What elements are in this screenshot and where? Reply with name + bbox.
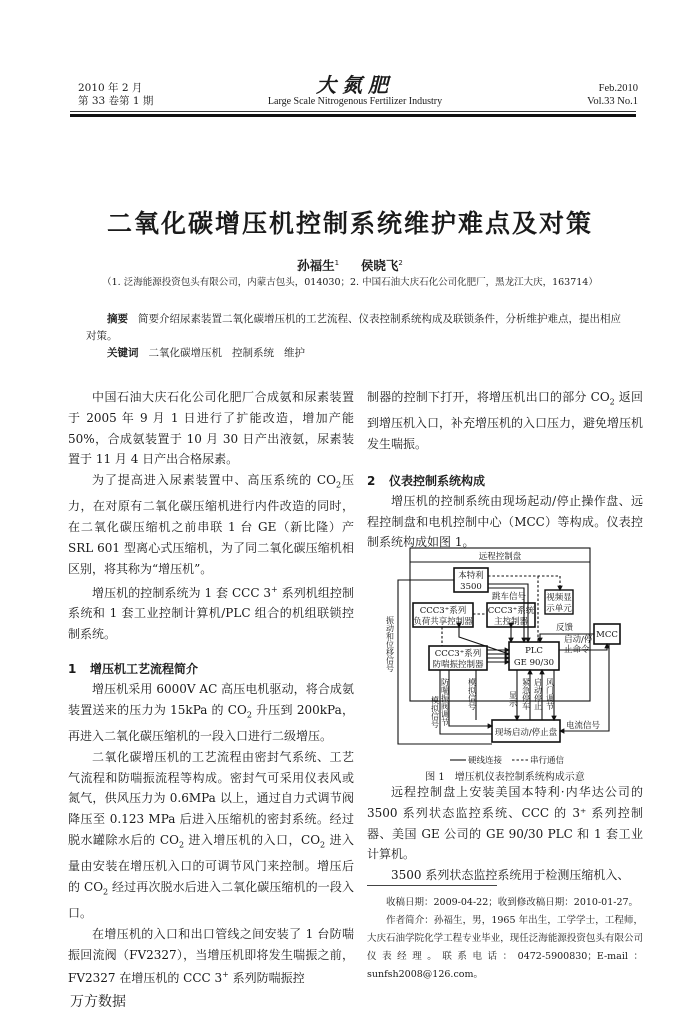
keyword: 控制系统 <box>232 347 275 359</box>
main-controller-label-2: 主控制器 <box>493 617 529 627</box>
right-column-top <box>367 387 643 553</box>
paragraph: 增压机的控制系统由现场起动/停止操作盘、远程控制盘和电机控制中心（MCC）等构成。仪表控制系统构成如图 1。 <box>367 493 643 550</box>
start-stop-label: 启动停止 <box>533 678 543 710</box>
section-heading-1: 1 增压机工艺流程简介 <box>68 661 199 676</box>
video-label-1: 视频显 <box>546 593 572 603</box>
analog-signal-label-1: 模拟信号 <box>430 696 440 728</box>
issue-info-en <box>587 82 638 108</box>
paragraph: 制器的控制下打开，将增压机出口的部分 $CO_2$ 返回到增压机入口，补充增压机的入口压力，避免增压机发生喘振。 <box>367 390 644 451</box>
issue-volume-en: Vol.33 No.1 <box>587 96 638 107</box>
vibration-signal-label: 振动和位移信号 <box>385 616 395 672</box>
legend-solid-label: 硬线连接 <box>468 756 503 766</box>
footnote-rule <box>367 885 497 886</box>
keywords <box>86 346 626 361</box>
paragraph: 为了提高进入尿素装置中、高压系统的 $CO_2$压力，在对原有二氧化碳压缩机进行内件改造的同时，在二氧化碳压缩机之前串联 1 台 GE（新比隆）产 SRL 601 型离心式压缩机，为了同二氧化碳压缩机相区别，将其称为“增压机”。 <box>68 473 354 576</box>
received-date: 收稿日期：2009-04-22；收到修改稿日期：2010-01-27。 <box>386 897 639 908</box>
load-share-label-1: CCC3⁺系列 <box>419 606 467 616</box>
author-1: 孙福生 <box>297 258 335 273</box>
article-title: 二氧化碳增压机控制系统维护难点及对策 <box>106 209 593 238</box>
abstract-text: 简要介绍尿素装置二氧化碳增压机的工艺流程、仪表控制系统构成及联锁条件，分析维护难点，提出相应对策。 <box>86 313 622 342</box>
section-heading-2: 2 仪表控制系统构成 <box>367 473 486 488</box>
legend-dashed-label: 串行通信 <box>530 756 565 766</box>
display-label: 显示 <box>508 691 518 707</box>
left-column <box>68 387 354 989</box>
issue-volume: 第 33 卷第 1 期 <box>78 95 154 107</box>
paragraph: 3500 系列状态监控系统用于检测压缩机入、 <box>391 868 630 883</box>
paragraph: 增压机采用 6000V AC 高压电机驱动，将合成氨装置送来的压力为 15kPa 的 $CO_2$ 升压到 200kPa，再进入二氧化碳压缩机的一段入口进行二级增压。 <box>68 681 354 743</box>
watermark: 万方数据 <box>70 994 126 1010</box>
paragraph: 二氧化碳增压机的工艺流程由密封气系统、工艺气流程和防喘振流程等构成。密封气可采用仪表风或氮气，供风压力为 0.6MPa 以上，通过自力式调节阀降压至 0.123 MPa 后进入压缩机的密封系统。经过脱水罐除水后的 $CO_2$ 进入增压机的入口，$CO_2$ 进入量由安装在增压机入口的可调节风门来控制。增压后的 $CO_2$ 经过再次脱水后进入二氧化碳压缩机的一段入口。 <box>68 749 354 921</box>
emergency-stop-label: 紧急停车 <box>521 678 531 710</box>
current-signal-label: 电流信号 <box>566 721 601 731</box>
paragraph: 在增压机的入口和出口管线之间安装了 1 台防喘振回流阀（FV2327），当增压机即将发生喘振之前，FV2327 在增压机的 CCC 3+ 系列防喘振控 <box>68 926 354 986</box>
journal-masthead <box>230 74 480 108</box>
trip-signal-label: 跳车信号 <box>492 592 527 602</box>
antisurge-label-1: CCC3⁺系列 <box>434 649 482 659</box>
keyword: 维护 <box>284 347 306 359</box>
author-1-affil-mark: 1 <box>334 258 340 267</box>
journal-logo: 大氮肥 <box>316 73 394 97</box>
footnote <box>367 894 643 984</box>
damper-adjust-label: 风门调节 <box>545 678 555 710</box>
analog-signal-label-2: 模拟信号 <box>467 678 477 710</box>
figure-1-diagram <box>384 546 650 768</box>
abstract <box>86 311 626 345</box>
issue-date: 2010 年 2 月 <box>78 82 143 94</box>
author-2: 侯晓飞 <box>360 258 399 273</box>
bently-label-1: 本特利 <box>458 571 484 581</box>
field-panel-label: 现场启动/停止盘 <box>494 728 558 738</box>
author-bio: 作者简介：孙福生，男，1965 年出生，工学学士，工程师，大庆石油学院化学工程专业毕业，现任泛海能源投资包头有限公司仪表经理。联系电话：0472-5900830；E-mail：sunfsh2008@126.com。 <box>367 915 643 980</box>
header-rule-thick <box>70 114 636 117</box>
keyword: 二氧化碳增压机 <box>148 347 223 359</box>
start-stop-cmd-1: 启动/停 <box>564 635 593 645</box>
figure-caption: 图 1 增压机仪表控制系统构成示意 <box>425 772 585 783</box>
antisurge-label-2: 防喘振控制器 <box>432 660 484 670</box>
bently-label-2: 3500 <box>460 582 482 592</box>
plc-label-2: GE 90/30 <box>513 658 555 668</box>
issue-date-block <box>78 82 153 108</box>
author-line <box>0 256 700 274</box>
remote-panel-label: 远程控制盘 <box>478 552 522 562</box>
paragraph: 远程控制盘上安装美国本特利·内华达公司的 3500 系列状态监控系统、CCC 的 3⁺ 系列控制器、美国 GE 公司的 GE 90/30 PLC 和 1 套工业计算机。 <box>367 785 643 862</box>
journal-english-name: Large Scale Nitrogenous Fertilizer Industry <box>267 96 443 107</box>
mcc-label: MCC <box>596 630 618 640</box>
issue-date-en: Feb.2010 <box>598 83 638 94</box>
abstract-label: 摘要 <box>107 313 128 325</box>
affiliations: （1. 泛海能源投资包头有限公司，内蒙古包头，014030；2. 中国石油大庆石化公司化肥厂，黑龙江大庆，163714） <box>102 277 598 288</box>
antisurge-valve-label: 防喘振阀调节 <box>440 678 450 726</box>
load-share-label-2: 负荷共享控制器 <box>413 617 473 627</box>
author-2-affil-mark: 2 <box>398 258 403 267</box>
feedback-label: 反馈 <box>556 623 574 633</box>
start-stop-cmd-2: 止命令 <box>564 645 590 655</box>
right-column-bottom <box>367 782 643 886</box>
plc-label-1: PLC <box>525 646 543 656</box>
video-label-2: 示单元 <box>546 604 572 614</box>
header-rule-thin <box>70 111 636 112</box>
paragraph: 中国石油大庆石化公司化肥厂合成氨和尿素装置于 2005 年 9 月 1 日进行了扩能改造，增加产能 50%，合成氨装置于 10 月 30 日产出液氨，尿素装置于 11 月 4 日产出合格尿素。 <box>68 390 354 467</box>
keywords-label: 关键词 <box>107 347 139 359</box>
main-controller-label-1: CCC3⁺系统 <box>487 606 535 616</box>
paragraph: 增压机的控制系统为 1 套 CCC 3+ 系列机组控制系统和 1 套工业控制计算机/PLC 组合的机组联锁控制系统。 <box>68 584 354 642</box>
